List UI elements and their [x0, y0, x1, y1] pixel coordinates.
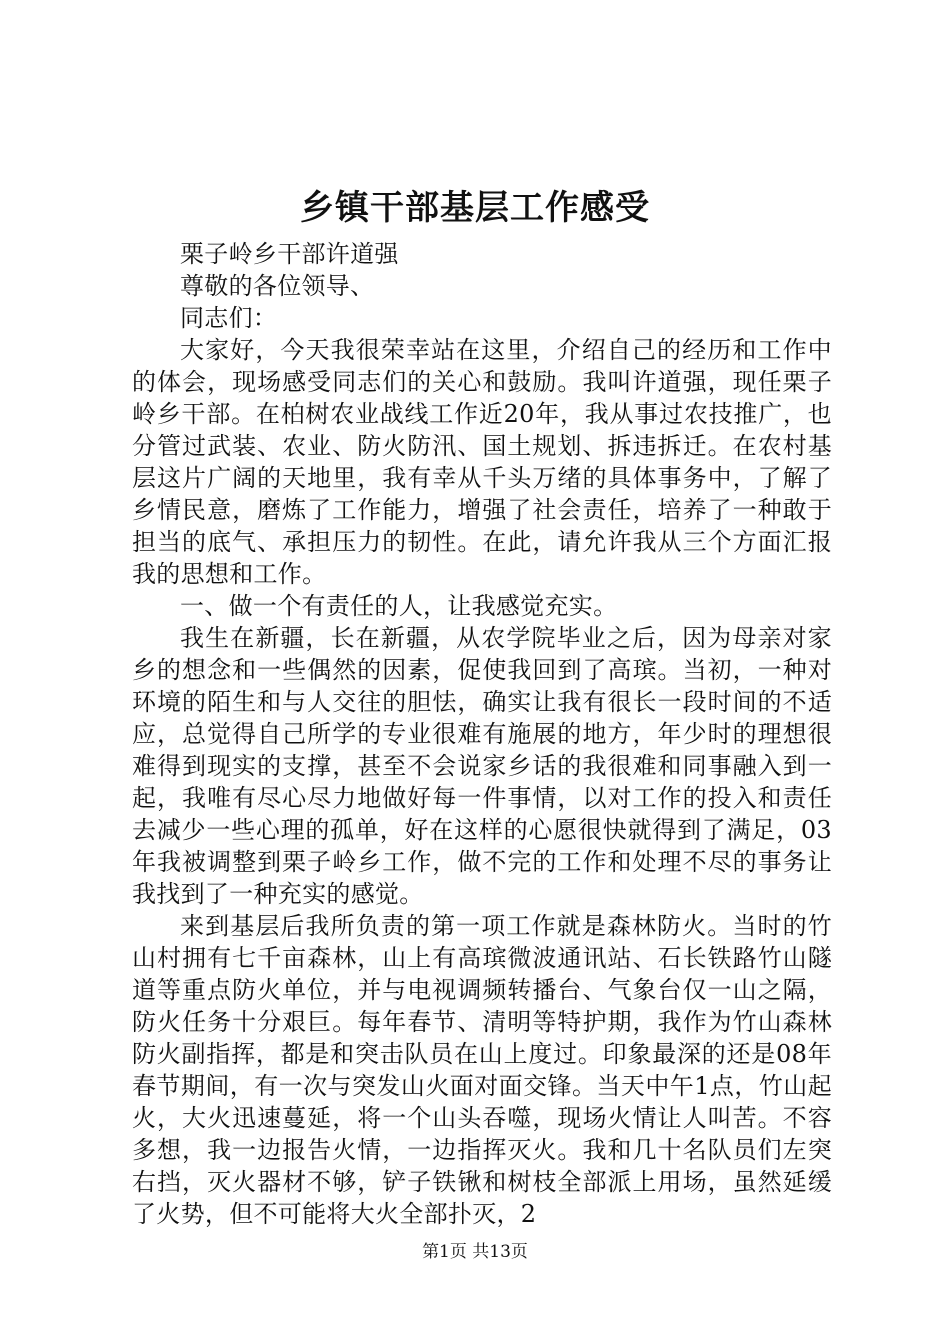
salutation-line: 尊敬的各位领导、 — [180, 272, 375, 300]
document-title: 乡镇干部基层工作感受 — [300, 188, 650, 228]
body-paragraph: 大家好，今天我很荣幸站在这里，介绍自己的经历和工作中的体会，现场感受同志们的关心和鼓励。我叫许道强，现任栗子岭乡干部。在柏树农业战线工作近20年，我从事过农技推广，也分管过武装、农业、防火防汛、国土规划、拆违拆迁。在农村基层这片广阔的天地里，我有幸从千头万绪的具体事务中，了解了乡情民意，磨炼了工作能力，增强了社会责任，培养了一种敢于担当的底气、承担压力的韧性。在此，请允许我从三个方面汇报我的思想和工作。 — [132, 336, 832, 588]
salutation-line: 同志们： — [180, 304, 278, 332]
body-paragraph: 来到基层后我所负责的第一项工作就是森林防火。当时的竹山村拥有七千亩森林，山上有高瑸微波通讯站、石长铁路竹山隧道等重点防火单位，并与电视调频转播台、气象台仅一山之隔，防火任务十分艰巨。每年春节、清明等特护期，我作为竹山森林防火副指挥，都是和突击队员在山上度过。印象最深的还是08年春节期间，有一次与突发山火面对面交锋。当天中午1点，竹山起火，大火迅速蔓延，将一个山头吞噬，现场火情让人叫苦。不容多想，我一边报告火情，一边指挥灭火。我和几十名队员们左突右挡，灭火器材不够，铲子铁锹和树枝全部派上用场，虽然延缓了火势，但不可能将大火全部扑灭，2 — [132, 912, 832, 1228]
body-paragraph: 我生在新疆，长在新疆，从农学院毕业之后，因为母亲对家乡的想念和一些偶然的因素，促使我回到了高瑸。当初，一种对环境的陌生和与人交往的胆怯，确实让我有很长一段时间的不适应，总觉得自己所学的专业很难有施展的地方，年少时的理想很难得到现实的支撑，甚至不会说家乡话的我很难和同事融入到一起，我唯有尽心尽力地做好每一件事情，以对工作的投入和责任去减少一些心理的孤单，好在这样的心愿很快就得到了满足，03年我被调整到栗子岭乡工作，做不完的工作和处理不尽的事务让我找到了一种充实的感觉。 — [132, 624, 832, 908]
document-body — [132, 238, 832, 1230]
section-heading: 一、做一个有责任的人，让我感觉充实。 — [180, 592, 618, 620]
page-number: 第1页 共13页 — [422, 1242, 528, 1262]
author-line: 栗子岭乡干部许道强 — [180, 240, 399, 268]
